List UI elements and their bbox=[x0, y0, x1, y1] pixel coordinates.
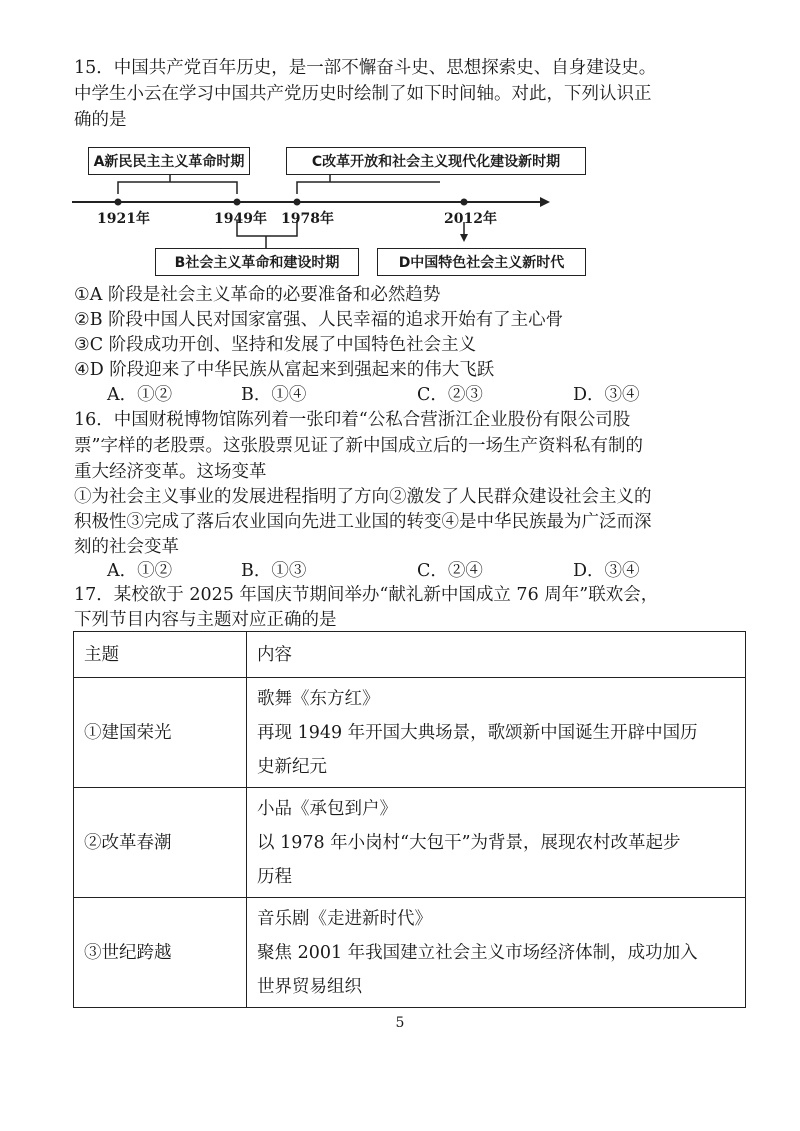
q16-line-6: 刻的社会变革 bbox=[74, 537, 179, 557]
table-header-theme: 主题 bbox=[74, 632, 247, 678]
table-row bbox=[74, 788, 746, 898]
timeline-lines bbox=[0, 0, 800, 290]
q15-statement-2: ②B 阶段中国人民对国家富强、人民幸福的追求开始有了主心骨 bbox=[74, 310, 564, 330]
timeline-box-c: C改革开放和社会主义现代化建设新时期 bbox=[286, 147, 586, 175]
timeline-box-a: A新民民主主义革命时期 bbox=[88, 147, 250, 175]
content-line: 史新纪元 bbox=[257, 756, 327, 777]
q16-option-d[interactable]: D．③④ bbox=[573, 561, 640, 581]
table-header-content: 内容 bbox=[247, 632, 746, 678]
q15-option-b[interactable]: B．①④ bbox=[241, 385, 307, 405]
table-cell-content bbox=[247, 898, 746, 1008]
q16-option-b[interactable]: B．①③ bbox=[241, 561, 307, 581]
timeline-year-1921: 1921年 bbox=[97, 211, 150, 227]
table-header-row bbox=[74, 632, 746, 678]
page-number: 5 bbox=[395, 1015, 405, 1031]
q16-line-1: 16．中国财税博物馆陈列着一张印着“公私合营浙江企业股份有限公司股 bbox=[74, 410, 631, 430]
timeline-year-1949: 1949年 bbox=[214, 211, 267, 227]
table-cell-content bbox=[247, 678, 746, 788]
timeline-year-1978: 1978年 bbox=[281, 211, 334, 227]
content-line: 聚焦 2001 年我国建立社会主义市场经济体制，成功加入 bbox=[257, 942, 698, 963]
content-line: 历程 bbox=[257, 866, 292, 887]
q16-line-3: 重大经济变革。这场变革 bbox=[74, 462, 267, 482]
table-cell-content bbox=[247, 788, 746, 898]
q17-line-1: 17．某校欲于 2025 年国庆节期间举办“献礼新中国成立 76 周年”联欢会， bbox=[74, 585, 659, 605]
q15-statement-1: ①A 阶段是社会主义革命的必要准备和必然趋势 bbox=[74, 285, 441, 305]
table-row bbox=[74, 678, 746, 788]
content-line: 世界贸易组织 bbox=[257, 976, 362, 997]
timeline-box-b: B社会主义革命和建设时期 bbox=[155, 248, 359, 276]
content-line: 音乐剧《走进新时代》 bbox=[257, 908, 432, 929]
program-table bbox=[73, 631, 746, 1008]
q15-statement-3: ③C 阶段成功开创、坚持和发展了中国特色社会主义 bbox=[74, 335, 477, 355]
content-line: 再现 1949 年开国大典场景，歌颂新中国诞生开辟中国历 bbox=[257, 722, 698, 743]
q16-line-2: 票”字样的老股票。这张股票见证了新中国成立后的一场生产资料私有制的 bbox=[74, 436, 643, 456]
timeline-year-2012: 2012年 bbox=[444, 211, 497, 227]
q17-line-2: 下列节目内容与主题对应正确的是 bbox=[74, 610, 337, 630]
table-cell-theme: ①建国荣光 bbox=[74, 678, 247, 788]
q15-line-2: 中学生小云在学习中国共产党历史时绘制了如下时间轴。对此，下列认识正 bbox=[74, 84, 652, 104]
timeline-box-d: D中国特色社会主义新时代 bbox=[377, 248, 586, 276]
q16-option-a[interactable]: A．①② bbox=[107, 561, 173, 581]
q15-line-1: 15．中国共产党百年历史，是一部不懈奋斗史、思想探索史、自身建设史。 bbox=[74, 58, 657, 78]
q15-option-c[interactable]: C．②③ bbox=[417, 385, 483, 405]
q15-statement-4: ④D 阶段迎来了中华民族从富起来到强起来的伟大飞跃 bbox=[74, 360, 495, 380]
q16-option-c[interactable]: C．②④ bbox=[417, 561, 483, 581]
q15-option-d[interactable]: D．③④ bbox=[573, 385, 640, 405]
content-line: 歌舞《东方红》 bbox=[257, 688, 380, 709]
q15-line-3: 确的是 bbox=[74, 110, 127, 130]
content-line: 小品《承包到户》 bbox=[257, 798, 397, 819]
table-cell-theme: ③世纪跨越 bbox=[74, 898, 247, 1008]
table-cell-theme: ②改革春潮 bbox=[74, 788, 247, 898]
q16-line-4: ①为社会主义事业的发展进程指明了方向②激发了人民群众建设社会主义的 bbox=[74, 487, 652, 507]
content-line: 以 1978 年小岗村“大包干”为背景，展现农村改革起步 bbox=[257, 832, 681, 853]
q16-line-5: 积极性③完成了落后农业国向先进工业国的转变④是中华民族最为广泛而深 bbox=[74, 512, 652, 532]
table-row bbox=[74, 898, 746, 1008]
q15-option-a[interactable]: A．①② bbox=[107, 385, 173, 405]
